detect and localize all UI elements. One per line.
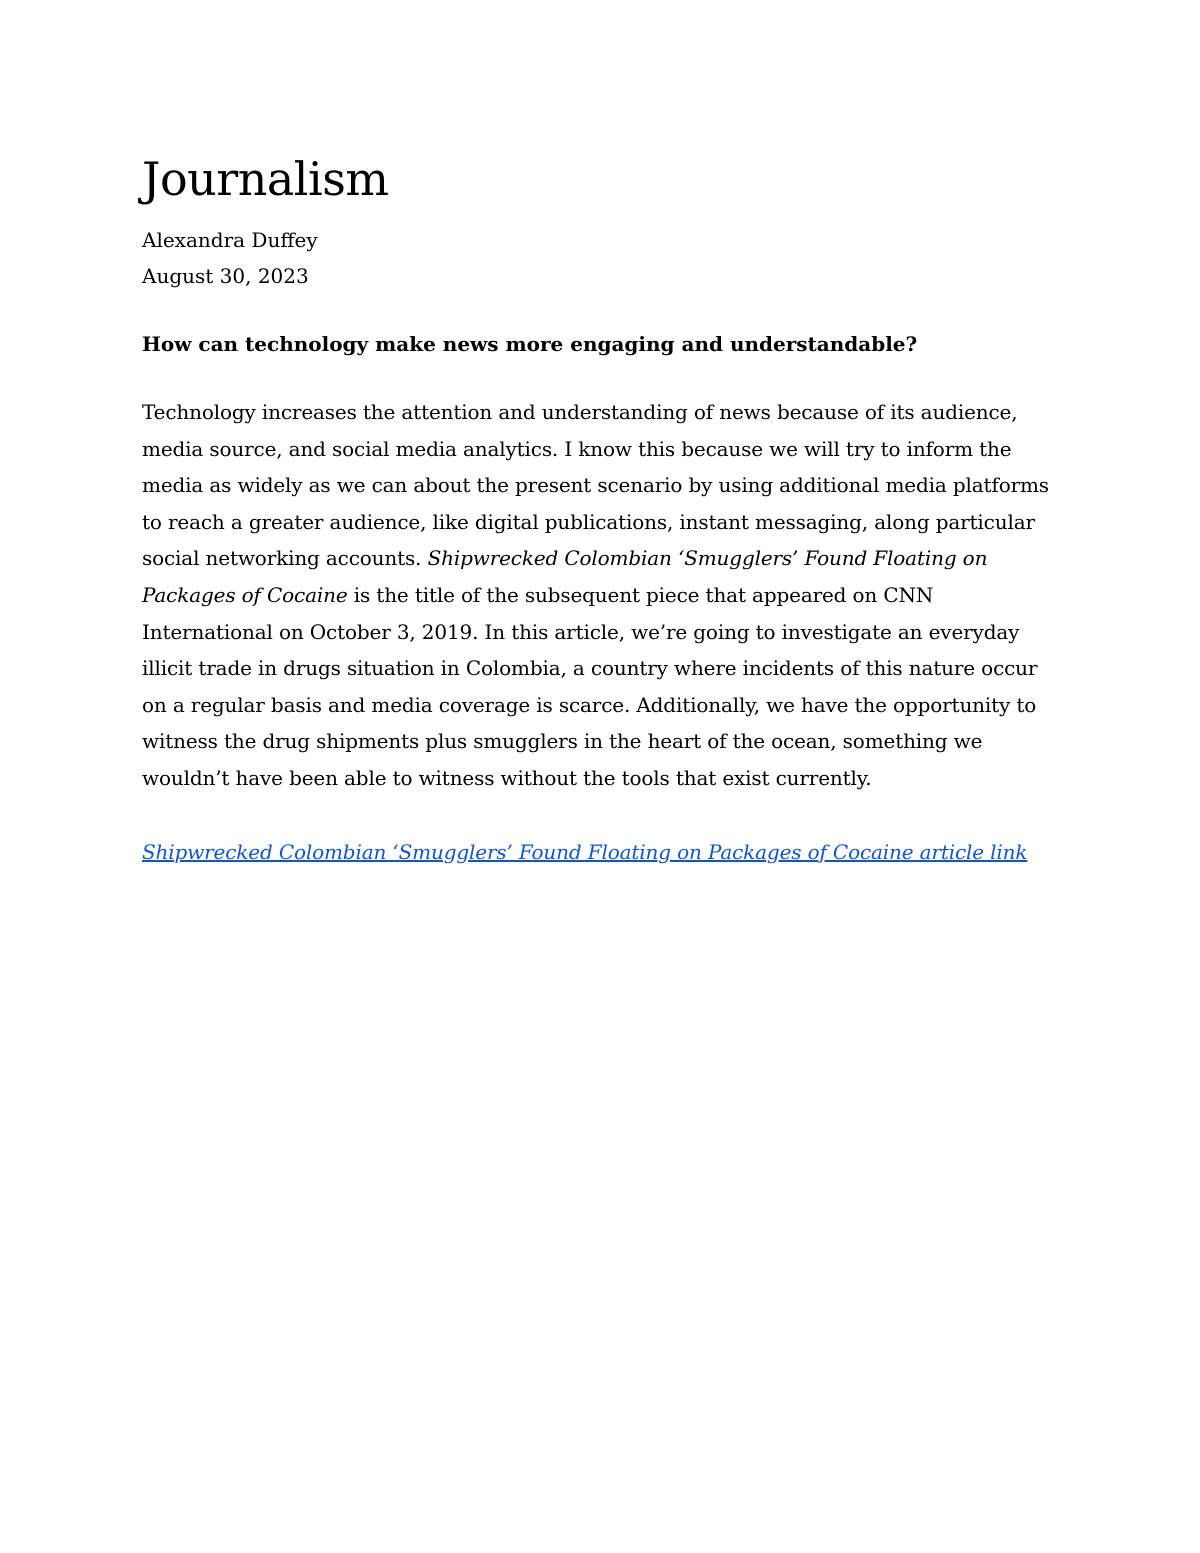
body-paragraph [142, 394, 1062, 797]
document-content [142, 150, 1062, 869]
essay-question: How can technology make news more engaging and understandable? [142, 332, 918, 356]
document-title: Journalism [142, 152, 389, 206]
article-title-italic: Shipwrecked Colombian ‘Smugglers’ Found Floating on Packages of Cocaine [142, 546, 988, 607]
document-date: August 30, 2023 [142, 264, 309, 288]
body-text-part2: is the title of the subsequent piece that appeared on CNN International on October 3, 2019. In this article, we’re going to investigate an everyday illicit trade in drugs situation in Colombia, a country where incidents of this nature occur on a regular basis and media coverage is scarce. Additionally, we have the opportunity to witness the drug shipments plus smugglers in the heart of the ocean, something we wouldn’t have been able to witness without the tools that exist currently. [142, 582, 1038, 790]
article-link[interactable]: Shipwrecked Colombian ‘Smugglers’ Found Floating on Packages of Cocaine article link [142, 839, 1028, 864]
link-paragraph [142, 835, 1062, 869]
author-name: Alexandra Duffey [142, 228, 318, 252]
body-text-part1: Technology increases the attention and understanding of news because of its audience, media source, and social media analytics. I know this because we will try to inform the media as widely as we can about the present scenario by using additional media platforms to reach a greater audience, like digital publications, instant messaging, along particular social networking accounts. [142, 400, 1049, 571]
